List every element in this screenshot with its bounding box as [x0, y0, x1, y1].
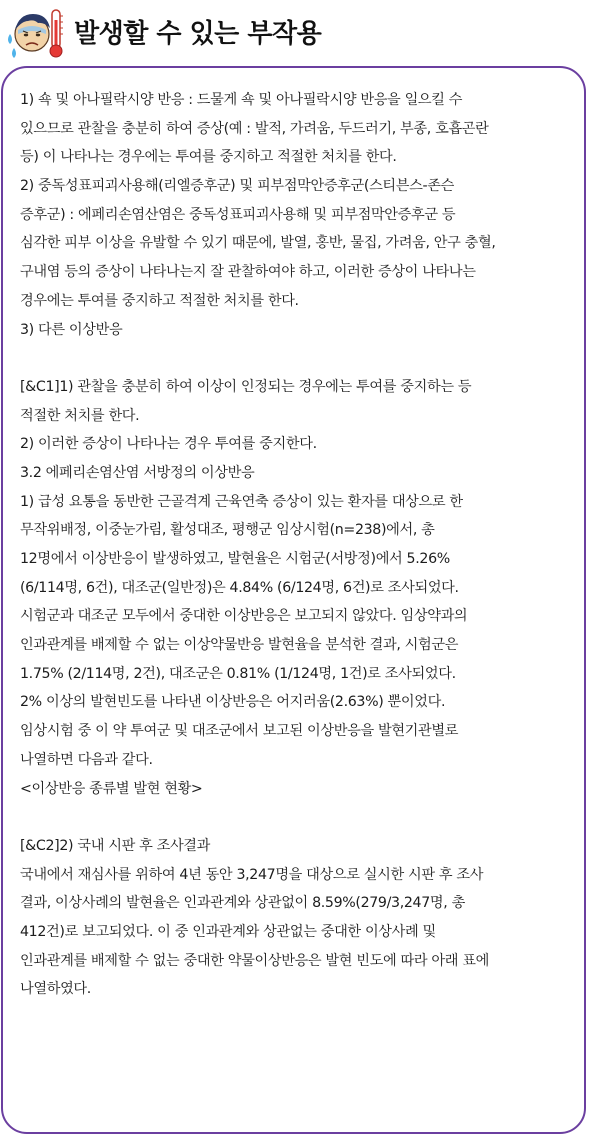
text-line: 인과관계를 배제할 수 없는 중대한 약물이상반응은 발현 빈도에 따라 아래 표에 — [20, 952, 489, 969]
page-header — [0, 0, 591, 66]
text-line: 있으므로 관찰을 충분히 하여 증상(예 : 발적, 가려움, 두드러기, 부종, 호흡곤란 — [20, 120, 489, 137]
text-line: 무작위배정, 이중눈가림, 활성대조, 평행군 임상시험(n=238)에서, 총 — [20, 522, 435, 539]
text-line: 3.2 에페리손염산염 서방정의 이상반응 — [20, 464, 255, 481]
text-line: 1.75% (2/114명, 2건), 대조군은 0.81% (1/124명, 1건)로 조사되었다. — [20, 665, 456, 682]
text-line: 결과, 이상사례의 발현율은 인과관계와 상관없이 8.59%(279/3,247명, 총 — [20, 895, 465, 912]
sick-face-thermometer-icon — [4, 4, 66, 62]
text-line: 나열하였다. — [20, 981, 91, 998]
text-line: 2% 이상의 발현빈도를 나타낸 이상반응은 어지러움(2.63%) 뿐이었다. — [20, 694, 446, 711]
text-line: 3) 다른 이상반응 — [20, 321, 123, 338]
text-line: [&C2]2) 국내 시판 후 조사결과 — [20, 837, 211, 854]
text-line: 증후군) : 에페리손염산염은 중독성표피괴사용해 및 피부점막안증후군 등 — [20, 206, 456, 223]
text-line: 12명에서 이상반응이 발생하였고, 발현율은 시험군(서방정)에서 5.26% — [20, 551, 450, 567]
text-line: 국내에서 재심사를 위하여 4년 동안 3,247명을 대상으로 실시한 시판 후 조사 — [20, 866, 484, 883]
text-line: 적절한 처치를 한다. — [20, 407, 140, 424]
text-line: 2) 중독성표피괴사용해(리엘증후군) 및 피부점막안증후군(스티븐스-존슨 — [20, 178, 454, 195]
text-line: 1) 급성 요통을 동반한 근골격계 근육연축 증상이 있는 환자를 대상으로 한 — [20, 493, 463, 510]
text-line: 등) 이 나타나는 경우에는 투여를 중지하고 적절한 처치를 한다. — [20, 149, 397, 166]
text-line: (6/114명, 6건), 대조군(일반정)은 4.84% (6/124명, 6건)로 조사되었다. — [20, 579, 459, 596]
text-line: 인과관계를 배제할 수 없는 이상약물반응 발현율을 분석한 결과, 시험군은 — [20, 637, 459, 654]
text-line: 구내염 등의 증상이 나타나는지 잘 관찰하여야 하고, 이러한 증상이 나타나는 — [20, 264, 476, 281]
text-line: 1) 쇽 및 아나필락시양 반응 : 드물게 쇽 및 아나필락시양 반응을 일으킬 수 — [20, 92, 463, 108]
page-title: 발생할 수 있는 부작용 — [74, 19, 322, 49]
text-line — [20, 344, 580, 373]
text-line — [20, 803, 580, 832]
text-line: 심각한 피부 이상을 유발할 수 있기 때문에, 발열, 홍반, 물집, 가려움, 안구 충혈, — [20, 235, 496, 252]
text-line: [&C1]1) 관찰을 충분히 하여 이상이 인정되는 경우에는 투여를 중지하는 등 — [20, 378, 472, 395]
text-line: 나열하면 다음과 같다. — [20, 751, 153, 768]
text-line: 2) 이러한 증상이 나타나는 경우 투여를 중지한다. — [20, 436, 317, 453]
text-line: 경우에는 투여를 중지하고 적절한 처치를 한다. — [20, 292, 299, 309]
text-line: 시험군과 대조군 모두에서 중대한 이상반응은 보고되지 않았다. 임상약과의 — [20, 608, 468, 625]
text-line: <이상반응 종류별 발현 현황> — [20, 780, 203, 797]
content-text — [20, 86, 580, 1004]
text-line: 임상시험 중 이 약 투여군 및 대조군에서 보고된 이상반응을 발현기관별로 — [20, 723, 459, 740]
text-line: 412건)로 보고되었다. 이 중 인과관계와 상관없는 중대한 이상사례 및 — [20, 923, 436, 940]
